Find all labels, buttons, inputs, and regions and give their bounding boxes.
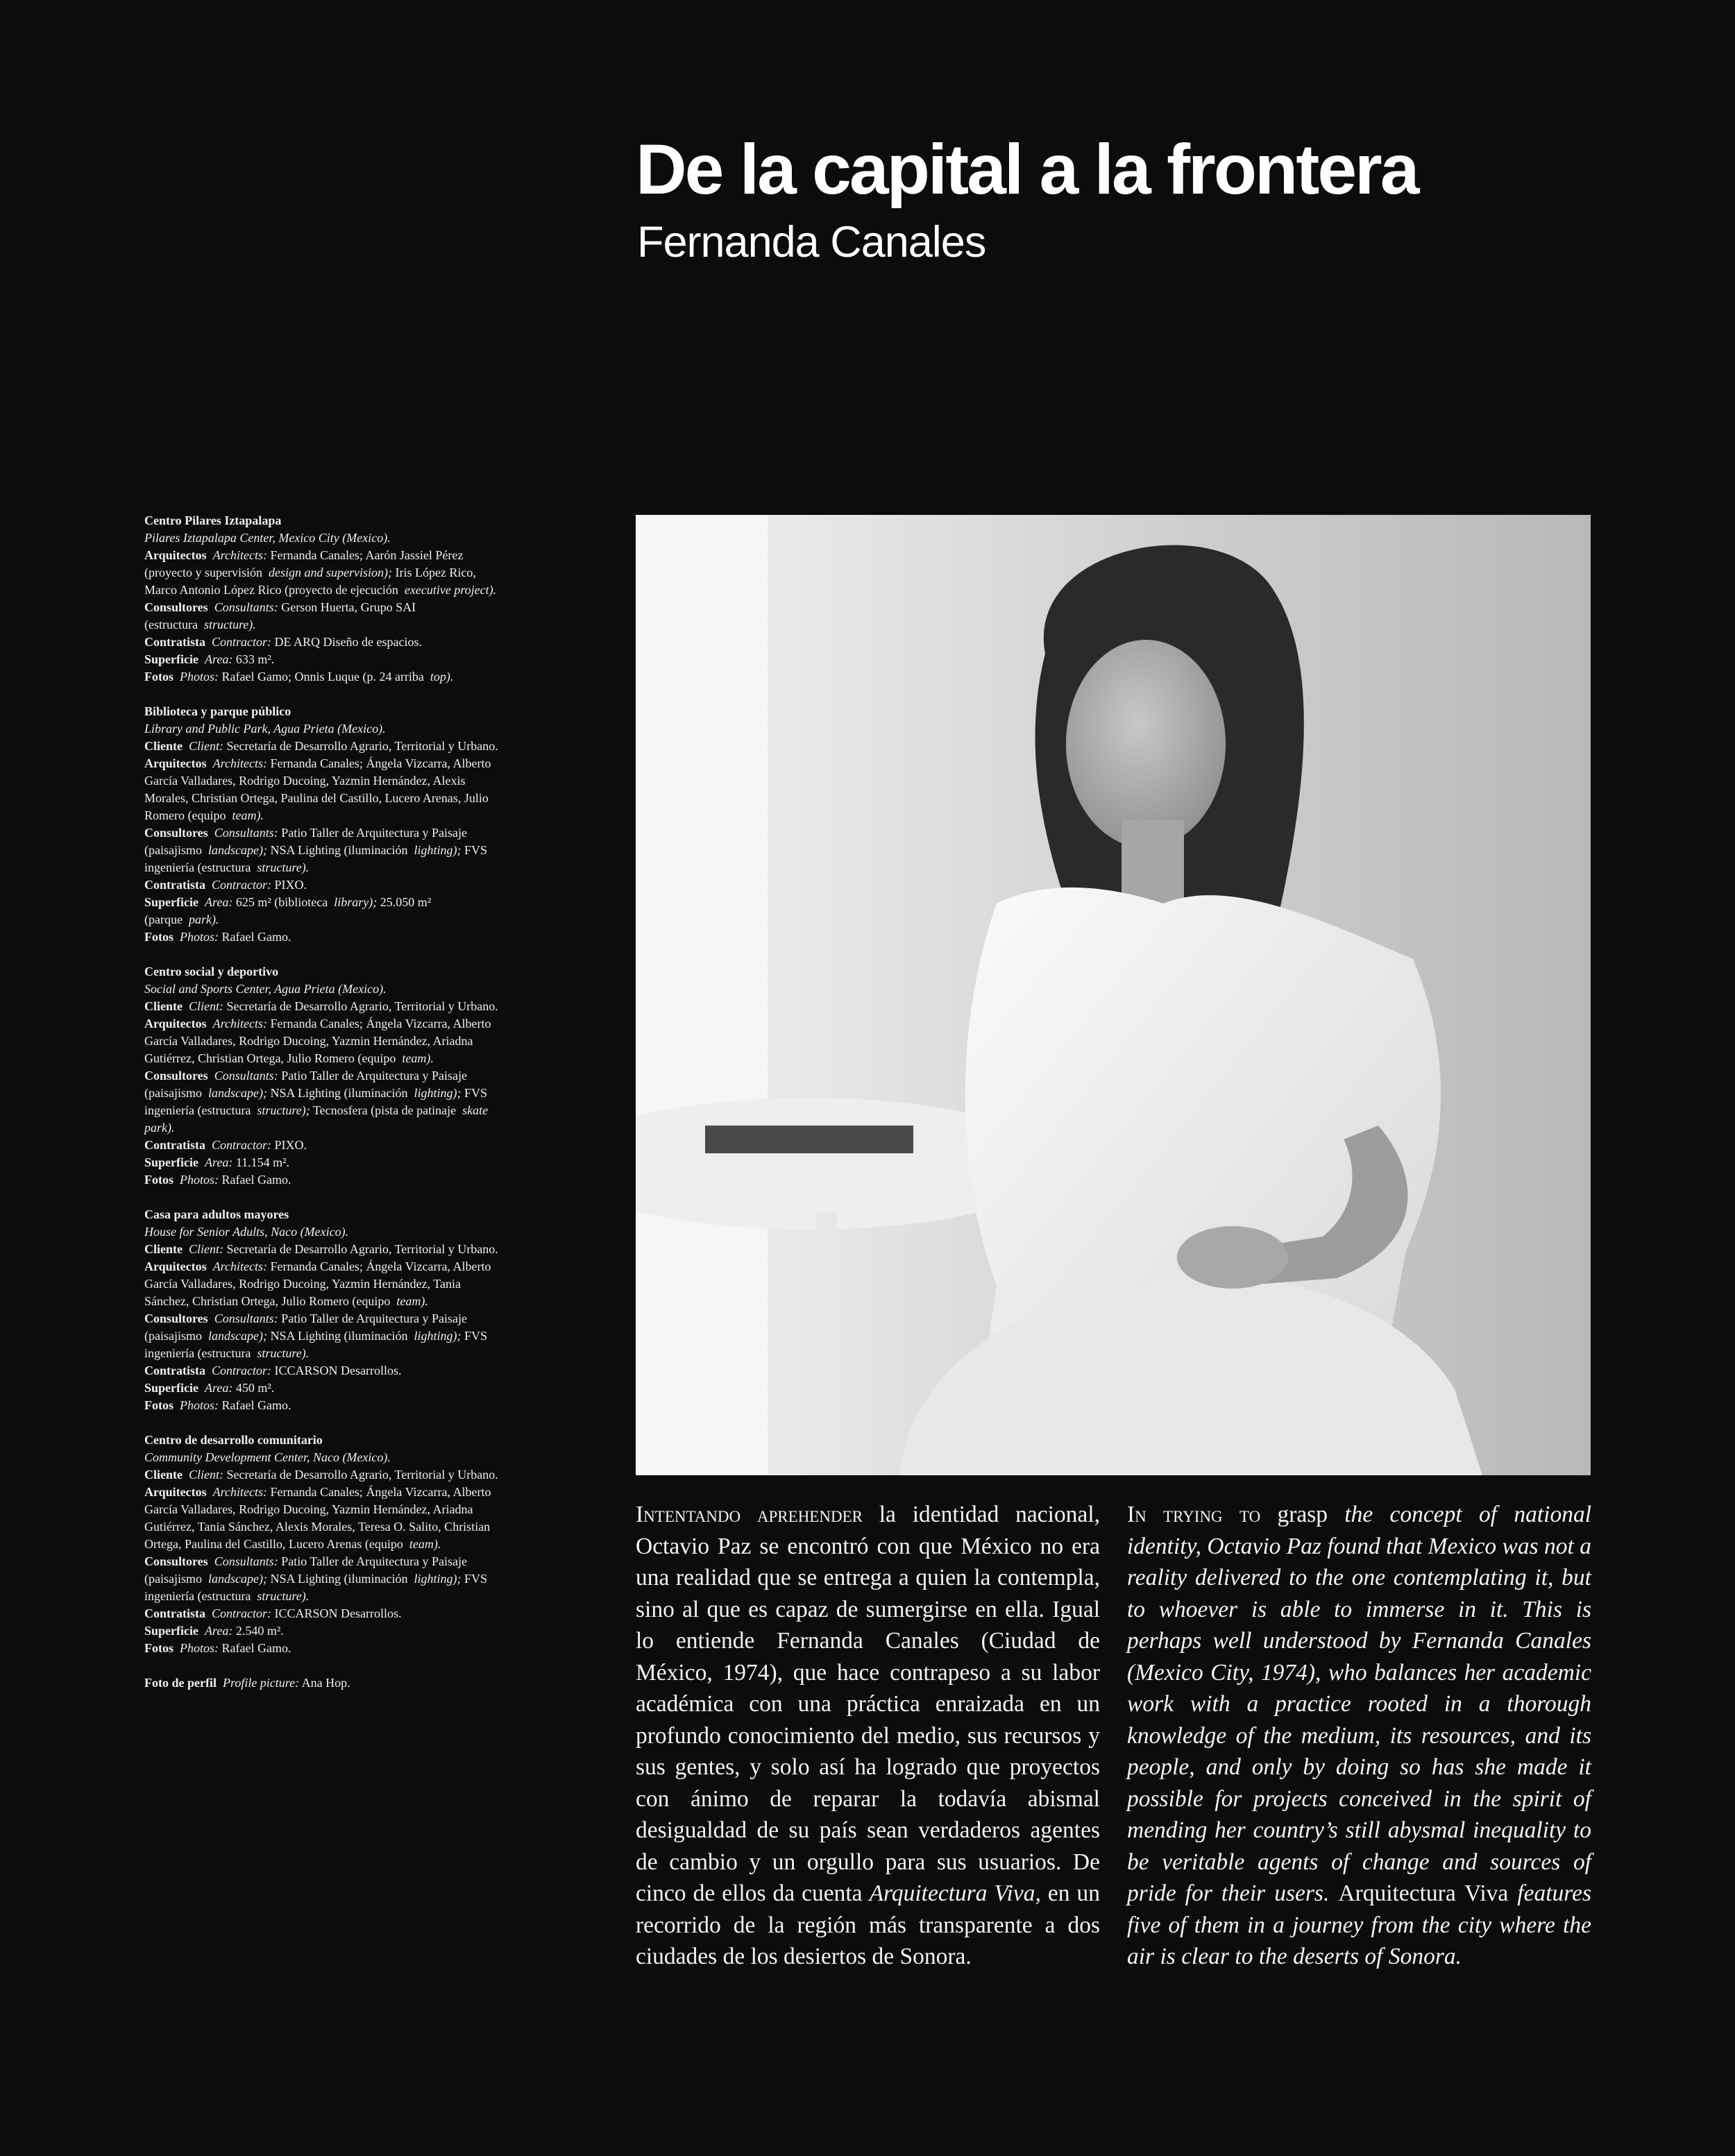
- credit-label-en: Client:: [188, 739, 223, 753]
- credit-value: Tecnosfera (pista de patinaje: [312, 1103, 457, 1117]
- credit-label-en: Area:: [205, 895, 233, 909]
- credit-row: [144, 1640, 498, 1657]
- credit-value-en: team).: [402, 1051, 434, 1065]
- credit-label: Contratista: [144, 1364, 205, 1377]
- credit-value-en: landscape);: [208, 1329, 267, 1343]
- credit-row: [144, 1015, 498, 1067]
- credit-row: [144, 1484, 498, 1553]
- magazine-name-en: Arquitectura Viva: [1338, 1881, 1509, 1906]
- credit-value-en: skate park).: [144, 1103, 489, 1135]
- credit-row: [144, 928, 498, 946]
- credit-label: Arquitectos: [144, 1485, 207, 1499]
- credit-value: Fernanda Canales; Aarón Jassiel Pérez (proyecto y supervisión: [144, 548, 464, 579]
- credit-label-en: Architects:: [212, 1017, 267, 1030]
- credit-project-subtitle-text: Pilares Iztapalapa Center, Mexico City (Mexico).: [144, 531, 391, 545]
- credit-label: Consultores: [144, 1554, 208, 1568]
- credit-row: [144, 1258, 498, 1310]
- credit-row: [144, 651, 498, 668]
- credit-value: Fernanda Canales; Ángela Vizcarra, Alberto García Valladares, Rodrigo Ducoing, Yazmin Hernández, Tania Sánchez, Christian Ortega, Julio Romero (equipo: [144, 1259, 491, 1308]
- credit-label: Consultores: [144, 1069, 208, 1083]
- credit-label-en: Consultants:: [214, 1554, 278, 1568]
- credit-row: [144, 599, 498, 634]
- credit-project-name: [144, 512, 498, 529]
- credit-project-name: [144, 963, 498, 981]
- article-title: De la capital a la frontera: [636, 130, 1418, 209]
- credit-value: Rafael Gamo.: [221, 930, 291, 944]
- credit-value-en: library);: [334, 895, 378, 909]
- credit-label-en: Client:: [188, 1242, 223, 1256]
- credit-block: [144, 512, 498, 686]
- credit-value: Rafael Gamo.: [221, 1641, 291, 1655]
- credit-label: Arquitectos: [144, 1017, 207, 1030]
- credit-value: 625 m² (biblioteca: [235, 895, 328, 909]
- credit-row: [144, 1605, 498, 1622]
- credit-value-en: landscape);: [208, 1086, 267, 1100]
- credit-label: Superficie: [144, 895, 198, 909]
- credit-label-en: Photos:: [180, 930, 219, 944]
- credit-project-subtitle-text: Community Development Center, Naco (Mexico).: [144, 1450, 391, 1464]
- credit-project-subtitle: [144, 720, 498, 738]
- credit-value: 2.540 m².: [235, 1624, 284, 1638]
- lead-in-en-grasp: grasp: [1260, 1502, 1328, 1527]
- credit-row: [144, 1622, 498, 1640]
- credit-label: Superficie: [144, 652, 198, 666]
- credit-row: [144, 668, 498, 686]
- profile-picture-credit: [144, 1674, 498, 1692]
- magazine-name-es: Arquitectura Viva,: [869, 1881, 1041, 1906]
- credit-project-name-text: Biblioteca y parque público: [144, 704, 291, 718]
- credit-label: Fotos: [144, 670, 174, 684]
- lead-in-es: Intentando aprehender: [636, 1502, 863, 1527]
- credit-label-en: Photos:: [180, 1173, 219, 1187]
- credit-value: Fernanda Canales; Ángela Vizcarra, Alberto García Valladares, Rodrigo Ducoing, Yazmin Hernández, Ariadna Gutiérrez, Christian Ortega, Julio Romero (equipo: [144, 1017, 491, 1065]
- portrait-photo: [636, 515, 1591, 1475]
- credit-value-en: lighting);: [414, 1329, 462, 1343]
- credit-label-en: Photos:: [180, 1398, 219, 1412]
- credit-label: Consultores: [144, 826, 208, 840]
- credit-label: Foto de perfil: [144, 1676, 217, 1690]
- credit-label: Consultores: [144, 600, 208, 614]
- credit-label: Fotos: [144, 1398, 174, 1412]
- credit-label-en: Photos:: [180, 1641, 219, 1655]
- credit-label-en: Area:: [205, 1381, 233, 1395]
- credit-row: [144, 998, 498, 1015]
- credit-row: [144, 738, 498, 755]
- credit-value-en: structure).: [257, 1346, 310, 1360]
- credit-value: DE ARQ Diseño de espacios.: [274, 635, 422, 649]
- credit-value: Patio Taller de Arquitectura y Paisaje (paisajismo: [144, 1069, 468, 1100]
- credit-project-name-text: Centro Pilares Iztapalapa: [144, 513, 282, 527]
- credit-label: Fotos: [144, 1173, 174, 1187]
- credit-label-en: Profile picture:: [222, 1676, 300, 1690]
- credit-value: PIXO.: [274, 1138, 307, 1152]
- credit-project-name-text: Centro social y deportivo: [144, 965, 279, 978]
- credit-value: Rafael Gamo.: [221, 1173, 291, 1187]
- credit-project-subtitle: [144, 1223, 498, 1241]
- credit-project-subtitle-text: Library and Public Park, Agua Prieta (Mexico).: [144, 722, 386, 736]
- credit-value: NSA Lighting (iluminación: [270, 1572, 408, 1586]
- credit-value: NSA Lighting (iluminación: [270, 1086, 408, 1100]
- intro-es-part2: en un recorrido de la región más transparente a dos ciudades de los desiertos de Sonora.: [636, 1881, 1101, 1969]
- credit-value: 450 m².: [235, 1381, 275, 1395]
- credit-row: [144, 634, 498, 651]
- credit-value: Rafael Gamo.: [221, 1398, 291, 1412]
- credit-label: Contratista: [144, 878, 205, 892]
- credit-row: [144, 755, 498, 824]
- credit-row: [144, 1310, 498, 1362]
- credit-row: [144, 1171, 498, 1189]
- credit-label-en: Architects:: [212, 1259, 267, 1273]
- credit-value: NSA Lighting (iluminación: [270, 1329, 408, 1343]
- credit-value: PIXO.: [274, 878, 307, 892]
- credit-label: Fotos: [144, 1641, 174, 1655]
- credit-label: Arquitectos: [144, 548, 207, 562]
- credit-row: [144, 1067, 498, 1137]
- credit-label: Superficie: [144, 1381, 198, 1395]
- credit-label-en: Client:: [188, 999, 223, 1013]
- credit-label-en: Contractor:: [212, 1606, 272, 1620]
- credit-label: Superficie: [144, 1155, 198, 1169]
- credit-project-subtitle-text: Social and Sports Center, Agua Prieta (Mexico).: [144, 982, 387, 996]
- credit-label: Contratista: [144, 635, 205, 649]
- credit-row: [144, 1362, 498, 1380]
- credit-value-en: lighting);: [414, 1572, 462, 1586]
- credit-value-en: structure).: [203, 618, 256, 631]
- credit-label-en: Consultants:: [214, 826, 278, 840]
- article-intro-english: [1127, 1499, 1591, 1973]
- credit-label-en: Consultants:: [214, 600, 278, 614]
- credit-label-en: Architects:: [212, 756, 267, 770]
- intro-en-part1: the concept of national identity, Octavio Paz found that Mexico was not a reality delivered to the one contemplating it, but to whoever is able to immerse in it. This is perhaps well understood by Fernanda Canales (Mexico City, 1974), who balances her academic work with a practice rooted in a thorough knowledge of the medium, its resources, and its people, and only by doing so has she made it possible for projects conceived in the spirit of mending her country’s still abysmal inequality to be veritable agents of change and sources of pride for their users.: [1127, 1502, 1592, 1906]
- credit-value-en: team).: [232, 808, 264, 822]
- credit-project-subtitle: [144, 981, 498, 998]
- credit-label-en: Contractor:: [212, 878, 272, 892]
- credit-label-en: Area:: [205, 1624, 233, 1638]
- credit-project-subtitle: [144, 1449, 498, 1466]
- credit-label: Cliente: [144, 1242, 183, 1256]
- credit-label-en: Area:: [205, 1155, 233, 1169]
- credit-value: Iris López Rico, Marco Antonio López Rico (proyecto de ejecución: [144, 566, 476, 597]
- credit-block: [144, 1206, 498, 1414]
- credit-value-en: structure).: [257, 860, 310, 874]
- credit-block: [144, 1432, 498, 1657]
- credit-label: Cliente: [144, 739, 183, 753]
- credit-value: FVS ingeniería (estructura: [144, 1572, 488, 1603]
- credit-label-en: Architects:: [212, 548, 267, 562]
- credit-value-en: structure);: [257, 1103, 310, 1117]
- credit-row: [144, 1154, 498, 1171]
- credit-value: 633 m².: [235, 652, 275, 666]
- credit-project-name: [144, 1206, 498, 1223]
- credit-value-en: team).: [396, 1294, 428, 1308]
- credit-label-en: Contractor:: [212, 635, 272, 649]
- credit-value: Patio Taller de Arquitectura y Paisaje (paisajismo: [144, 1554, 468, 1586]
- credit-project-name: [144, 703, 498, 720]
- credit-value: Fernanda Canales; Ángela Vizcarra, Alberto García Valladares, Rodrigo Ducoing, Yazmin Hernández, Alexis Morales, Christian Ortega, Paulina del Castillo, Lucero Arenas, Julio Romero (equipo: [144, 756, 491, 822]
- project-credits: [144, 512, 498, 1709]
- credit-value: 11.154 m².: [235, 1155, 290, 1169]
- credit-label-en: Contractor:: [212, 1138, 272, 1152]
- credit-label-en: Architects:: [212, 1485, 267, 1499]
- credit-value-en: landscape);: [208, 843, 267, 857]
- credit-label-en: Photos:: [180, 670, 219, 684]
- credit-label: Cliente: [144, 999, 183, 1013]
- credit-label-en: Consultants:: [214, 1312, 278, 1325]
- credit-row: [144, 1397, 498, 1414]
- credit-row: [144, 1553, 498, 1605]
- credit-label-en: Contractor:: [212, 1364, 272, 1377]
- credit-project-subtitle-text: House for Senior Adults, Naco (Mexico).: [144, 1225, 349, 1239]
- credit-value: NSA Lighting (iluminación: [270, 843, 408, 857]
- credit-value-en: lighting);: [414, 843, 462, 857]
- credit-row: [144, 1137, 498, 1154]
- credit-label: Cliente: [144, 1468, 183, 1482]
- credit-label: Fotos: [144, 930, 174, 944]
- credit-value: ICCARSON Desarrollos.: [274, 1364, 402, 1377]
- credit-project-name-text: Casa para adultos mayores: [144, 1207, 289, 1221]
- credit-label-en: Client:: [188, 1468, 223, 1482]
- credit-row: [144, 1466, 498, 1484]
- credit-label: Arquitectos: [144, 756, 207, 770]
- credit-label-en: Consultants:: [214, 1069, 278, 1083]
- credit-project-subtitle: [144, 529, 498, 547]
- credit-value-en: structure).: [257, 1589, 310, 1603]
- credit-value: Ana Hop.: [301, 1676, 350, 1690]
- credit-value: Secretaría de Desarrollo Agrario, Territorial y Urbano.: [226, 1468, 498, 1482]
- credit-row: [144, 1380, 498, 1397]
- credit-row: [144, 547, 498, 599]
- credit-row: [144, 824, 498, 876]
- credit-label: Superficie: [144, 1624, 198, 1638]
- credit-value: Patio Taller de Arquitectura y Paisaje (paisajismo: [144, 1312, 468, 1343]
- credit-value-en: top).: [430, 670, 454, 684]
- credit-value: Rafael Gamo; Onnis Luque (p. 24 arriba: [221, 670, 424, 684]
- credit-value-en: design and supervision);: [268, 566, 392, 579]
- credit-value: Gerson Huerta, Grupo SAI (estructura: [144, 600, 416, 631]
- credit-value: ICCARSON Desarrollos.: [274, 1606, 402, 1620]
- intro-en-part2: features five of them in a journey from the city where the air is clear to the deserts of Sonora.: [1127, 1881, 1591, 1969]
- credit-value: Fernanda Canales; Ángela Vizcarra, Alberto García Valladares, Rodrigo Ducoing, Yazmin Hernández, Ariadna Gutiérrez, Tania Sánchez, Alexis Morales, Teresa O. Salito, Christian Ortega, Paulina del Castillo, Lucero Arenas (equipo: [144, 1485, 491, 1551]
- credit-project-name-text: Centro de desarrollo comunitario: [144, 1433, 323, 1447]
- credit-value: FVS ingeniería (estructura: [144, 843, 488, 874]
- credit-label: Contratista: [144, 1606, 205, 1620]
- article-intro-spanish: [636, 1499, 1100, 1973]
- credit-label-en: Area:: [205, 652, 233, 666]
- credit-value: Patio Taller de Arquitectura y Paisaje (paisajismo: [144, 826, 468, 857]
- credit-value: Secretaría de Desarrollo Agrario, Territorial y Urbano.: [226, 1242, 498, 1256]
- credit-value-en: team).: [409, 1537, 441, 1551]
- credit-value-en: lighting);: [414, 1086, 462, 1100]
- credit-row: [144, 876, 498, 894]
- intro-es-part1: la identidad nacional, Octavio Paz se encontró con que México no era una realidad que se entrega a quien la contempla, sino al que es capaz de sumergirse en ella. Igual lo entiende Fernanda Canales (Ciudad de México, 1974), que hace contrapeso a su labor académica con una práctica enraizada en un profundo conocimiento del medio, sus recursos y sus gentes, y solo así ha logrado que proyectos con ánimo de reparar la todavía abismal desigualdad de su país sean verdaderos agentes de cambio y un orgullo para sus usuarios. De cinco de ellos da cuenta: [636, 1502, 1100, 1906]
- credit-label: Consultores: [144, 1312, 208, 1325]
- credit-block: [144, 703, 498, 946]
- credit-value-en: park).: [188, 913, 219, 926]
- lead-in-en: In trying to: [1127, 1502, 1261, 1527]
- credit-value: FVS ingeniería (estructura: [144, 1329, 488, 1360]
- credit-label: Arquitectos: [144, 1259, 207, 1273]
- credit-project-name: [144, 1432, 498, 1449]
- credit-row: [144, 1241, 498, 1258]
- credit-value: FVS ingeniería (estructura: [144, 1086, 488, 1117]
- credit-value: Secretaría de Desarrollo Agrario, Territorial y Urbano.: [226, 739, 498, 753]
- credit-block: [144, 963, 498, 1189]
- author-name: Fernanda Canales: [637, 218, 986, 266]
- credit-value-en: landscape);: [208, 1572, 267, 1586]
- credit-value: Secretaría de Desarrollo Agrario, Territorial y Urbano.: [226, 999, 498, 1013]
- credit-row: [144, 894, 498, 928]
- credit-value: 25.050 m² (parque: [144, 895, 432, 926]
- credit-label: Contratista: [144, 1138, 205, 1152]
- credit-value-en: executive project).: [404, 583, 497, 597]
